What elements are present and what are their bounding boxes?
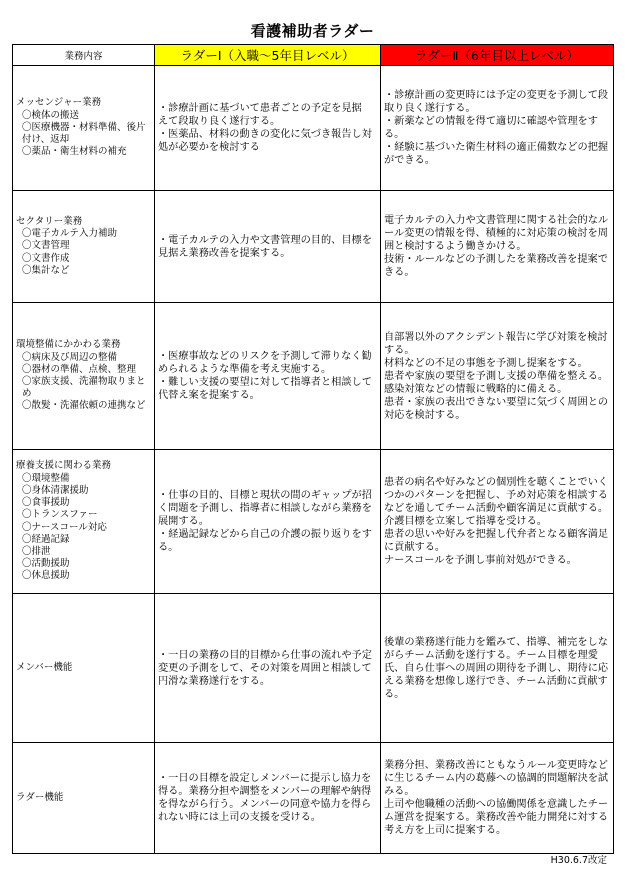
table-row xyxy=(13,66,614,191)
task-item: 〇環境整備 xyxy=(22,472,70,484)
task-title: セクタリー業務 xyxy=(16,215,83,227)
description-line: ・難しい支援の要望に対して指導者と相談して代替え案を提案する。 xyxy=(158,377,372,401)
task-cell xyxy=(13,303,155,450)
revision-date: H30.6.7改定 xyxy=(550,855,607,866)
task-item: 〇食事援助 xyxy=(22,497,70,509)
task-cell xyxy=(13,191,155,303)
description-line: ・一日の業務の目的目標から仕事の流れや予定変更の予測をして、その対策を周囲と相談して円滑な業務遂行をする。 xyxy=(158,649,372,687)
task-item: 〇文書管理 xyxy=(22,240,70,252)
header-task: 業務内容 xyxy=(13,45,155,66)
description-line: 患者や家族の要望を予測し支援の準備を整える。 xyxy=(384,370,609,382)
description-line: 上司や他職種の活動への協働関係を意識したチーム運営を提案する。業務改善や能力開発に対する考え方を上司に提案する。 xyxy=(384,799,609,836)
ladder-1-cell xyxy=(155,594,381,743)
page-title: 看護補助者ラダー xyxy=(250,22,375,40)
task-item: 〇薬品・衛生材料の補充 xyxy=(22,146,127,158)
description-line: 材料などの不足の事態を予測し提案をする。 xyxy=(384,357,588,369)
ladder-2-cell xyxy=(381,450,614,594)
description-line: ・新薬などの情報を得て適切に確認や管理をする。 xyxy=(384,116,598,140)
task-cell xyxy=(13,743,155,854)
task-title: 療養支援に関わる業務 xyxy=(16,460,112,472)
description-line: 後輩の業務遂行能力を鑑みて、指導、補完をしながらチーム活動を遂行する。チーム目標を理愛氏、自ら仕事への周囲の期待を予測し、期待に応える業務を想像し遂行でき、チーム活動に貢献する。 xyxy=(384,636,609,700)
description-line: ・経過記録などから自己の介護の振り返りをする。 xyxy=(158,529,372,553)
task-item: 〇休息援助 xyxy=(22,570,70,582)
ladder-2-cell xyxy=(381,66,614,191)
ladder-2-cell xyxy=(381,743,614,854)
description-line: ・一日の目標を設定しメンバーに提示し協力を得る。業務分担や調整をメンバーの理解や納得を得ながら行う。メンバーの同意や協力を得られない時には上司の支援を受ける。 xyxy=(158,773,372,823)
description-line: ・医療事故などのリスクを予測して滞りなく勧められるような準備を考え実施する。 xyxy=(158,351,372,375)
ladder-1-cell xyxy=(155,303,381,450)
table-row xyxy=(13,303,614,450)
task-item: 〇ナースコール対応 xyxy=(22,521,107,533)
task-title: 環境整備にかかわる業務 xyxy=(16,339,121,351)
task-item: 〇文書作成 xyxy=(22,252,70,264)
description-line: 感染対策などの情報に戦略的に備える。 xyxy=(384,383,568,395)
description-line: 患者・家族の表出できない要望に気づく周囲との対応を検討する。 xyxy=(384,396,609,421)
table-row xyxy=(13,450,614,594)
description-line: ・診療計画の変更時には予定の変更を予測して段取り良く遂行する。 xyxy=(384,90,609,114)
ladder-2-cell xyxy=(381,303,614,450)
description-line: 電子カルテの入力や文書管理に関する社会的なルール変更の情報を得、積極的に対応策の検討を周囲と検討するよう働きかける。 xyxy=(384,215,609,252)
description-line: 患者の病名や好みなどの個別性を聴くことでいくつかのパターンを把握し、予め対応策を相談するなどを通してチーム活動や顧客満足に貢献する。 xyxy=(384,477,609,514)
task-item: 〇集計など xyxy=(22,264,70,276)
description-line: 介護目標を立案して指導を受ける。 xyxy=(384,516,547,527)
task-item: 〇活動援助 xyxy=(22,558,70,570)
task-item: 〇トランスファー xyxy=(22,509,98,521)
description-line: ・電子カルテの入力や文書管理の目的、目標を見据え業務改善を提案する。 xyxy=(158,234,372,259)
task-item: 〇電子カルテ入力補助 xyxy=(22,228,118,240)
task-title: メッセンジャー業務 xyxy=(16,97,102,109)
ladder-1-cell xyxy=(155,743,381,854)
description-line: 患者の思いや好みを把握し代弁者となる顧客満足に貢献する。 xyxy=(384,529,609,553)
header-ladder-2: ラダーⅡ（6年目以上レベル） xyxy=(381,45,614,66)
task-title: ラダー機能 xyxy=(16,791,64,803)
task-item: 〇病床及び周辺の整備 xyxy=(22,351,118,363)
ladder-1-cell xyxy=(155,66,381,191)
description-line: ナースコールを予測し事前対処ができる。 xyxy=(384,555,577,566)
description-line: ・仕事の目的、目標と現状の間のギャップが招く問題を予測し、指導者に相談しながら業務を展開する。 xyxy=(158,490,372,527)
task-item: 〇経過記録 xyxy=(22,533,70,545)
task-item: 〇検体の搬送 xyxy=(22,109,80,121)
description-line: 自部署以外のアクシデント報告に学び対策を検討する。 xyxy=(384,331,608,356)
description-line: ・経験に基づいた衛生材料の適正備数などの把握ができる。 xyxy=(384,142,609,166)
table-row xyxy=(13,743,614,854)
description-line: ・医薬品、材料の動きの変化に気づき報告し対処が必要かを検討する xyxy=(158,129,372,153)
header-row xyxy=(13,45,614,66)
table-row xyxy=(13,594,614,743)
task-cell xyxy=(13,66,155,191)
task-item: 〇身体清潔援助 xyxy=(22,484,89,496)
ladder-1-cell xyxy=(155,191,381,303)
ladder-2-cell xyxy=(381,191,614,303)
task-item: 〇家族支援、洗濯物取りまとめ xyxy=(22,376,146,400)
ladder-2-cell xyxy=(381,594,614,743)
task-item: 〇排泄 xyxy=(22,545,51,557)
task-cell xyxy=(13,450,155,594)
table-row xyxy=(13,191,614,303)
task-item: 〇器材の準備、点検、整理 xyxy=(22,363,137,375)
header-ladder-1: ラダーⅠ（入職～5年目レベル） xyxy=(155,45,381,66)
description-line: 業務分担、業務改善にともなうルール変更時などに生じるチーム内の葛藤への協調的問題解決を試みる。 xyxy=(384,760,609,797)
task-item: 〇散髪・洗濯依頼の連携など xyxy=(22,400,146,412)
ladder-table xyxy=(12,44,614,854)
task-item: 〇医療機器・材料準備、後片付け、返却 xyxy=(22,121,146,146)
description-line: 技術・ルールなどの予測したを業務改善を提案できる。 xyxy=(384,254,608,278)
task-title: メンバー機能 xyxy=(16,661,73,673)
task-cell xyxy=(13,594,155,743)
description-line: ・診療計画に基づいて患者ごとの予定を見据 えて段取り良く遂行する。 xyxy=(158,103,372,127)
ladder-1-cell xyxy=(155,450,381,594)
